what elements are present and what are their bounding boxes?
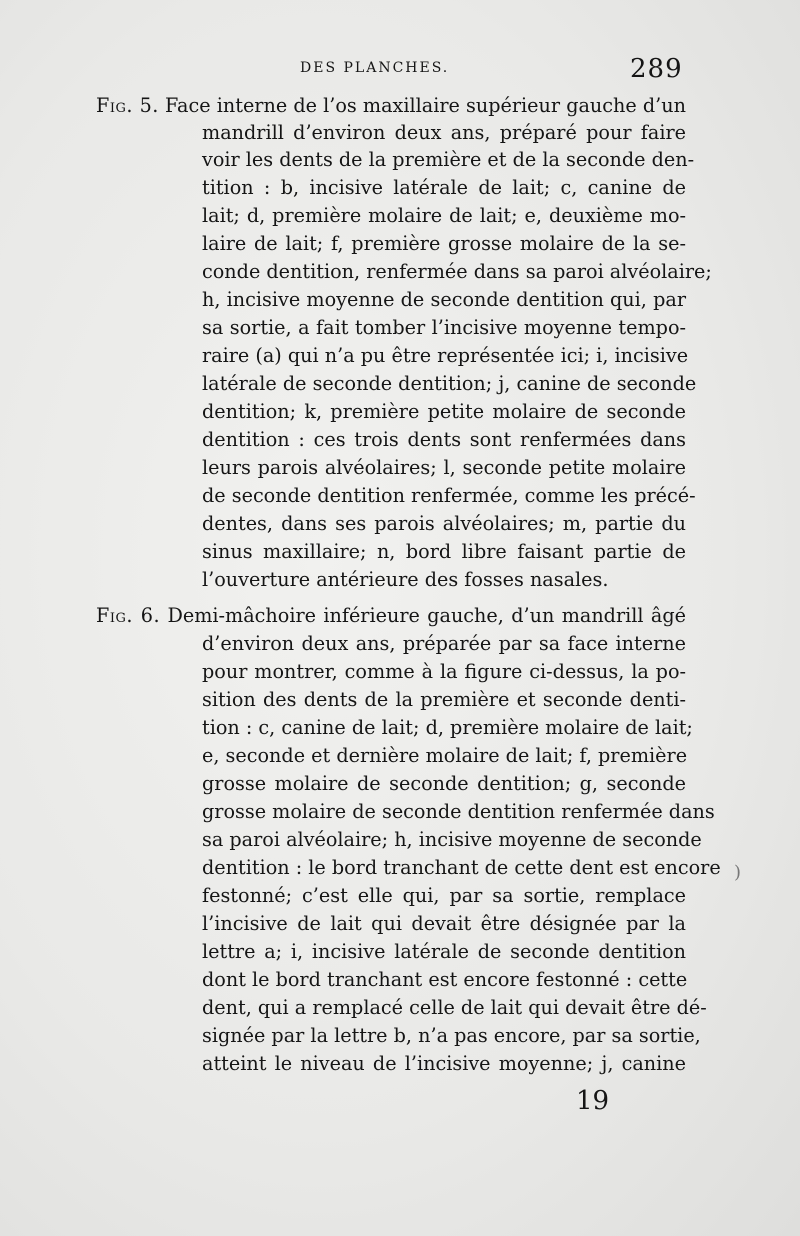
caption-line: festonné; c’est elle qui, par sa sortie, remplace [202, 884, 686, 907]
caption-line: tion : c, canine de lait; d, première molaire de lait; [202, 716, 693, 739]
caption-line: dentes, dans ses parois alvéolaires; m, partie du [202, 512, 686, 535]
caption-line: voir les dents de la première et de la seconde den- [202, 148, 695, 171]
caption-line: grosse molaire de seconde dentition; g, seconde [202, 772, 686, 795]
caption-line: dont le bord tranchant est encore festonné : cette [202, 968, 688, 991]
caption-line: l’incisive de lait qui devait être désignée par la [202, 912, 686, 935]
figure-label: Fig. 5. [96, 94, 159, 117]
caption-line: d’environ deux ans, préparée par sa face interne [202, 632, 686, 655]
caption-line: dent, qui a remplacé celle de lait qui devait être dé- [202, 996, 707, 1019]
caption-line: lait; d, première molaire de lait; e, deuxième mo- [202, 204, 686, 227]
page-number: 289 [630, 54, 683, 84]
caption-line: raire (a) qui n’a pu être représentée ici; i, incisive [202, 344, 689, 367]
caption-line: e, seconde et dernière molaire de lait; f, première [202, 744, 688, 767]
caption-line: dentition : le bord tranchant de cette dent est encore [202, 856, 721, 879]
margin-mark: ) [734, 862, 742, 883]
caption-line: conde dentition, renfermée dans sa paroi alvéolaire; [202, 260, 712, 283]
caption-line: pour montrer, comme à la figure ci-dessus, la po- [202, 660, 686, 683]
caption-line: sa sortie, a fait tomber l’incisive moyenne tempo- [202, 316, 686, 339]
caption-line: mandrill d’environ deux ans, préparé pour faire [202, 121, 686, 144]
caption-line: sition des dents de la première et seconde denti- [202, 688, 686, 711]
caption-line: lettre a; i, incisive latérale de seconde dentition [202, 940, 686, 963]
caption-line: grosse molaire de seconde dentition renfermée dans [202, 800, 715, 823]
figure-label: Fig. 6. [96, 604, 161, 627]
signature-mark: 19 [576, 1086, 610, 1116]
caption-line: signée par la lettre b, n’a pas encore, par sa sortie, [202, 1024, 701, 1047]
caption-line: leurs parois alvéolaires; l, seconde petite molaire [202, 456, 686, 479]
caption-line: Fig. 5. Face interne de l’os maxillaire supérieur gauche d’un [96, 94, 686, 117]
caption-line: h, incisive moyenne de seconde dentition qui, par [202, 288, 686, 311]
caption-line: l’ouverture antérieure des fosses nasales. [202, 568, 609, 591]
caption-line: sinus maxillaire; n, bord libre faisant partie de [202, 540, 686, 563]
caption-line: dentition; k, première petite molaire de seconde [202, 400, 686, 423]
caption-line: de seconde dentition renfermée, comme les précé- [202, 484, 696, 507]
caption-line: tition : b, incisive latérale de lait; c, canine de [202, 176, 686, 199]
caption-line: latérale de seconde dentition; j, canine de seconde [202, 372, 697, 395]
caption-line: laire de lait; f, première grosse molaire de la se- [202, 232, 686, 255]
caption-line: sa paroi alvéolaire; h, incisive moyenne de seconde [202, 828, 702, 851]
caption-line: dentition : ces trois dents sont renfermées dans [202, 428, 686, 451]
caption-line: atteint le niveau de l’incisive moyenne; j, canine [202, 1052, 686, 1075]
caption-line: Fig. 6. Demi-mâchoire inférieure gauche, d’un mandrill âgé [96, 604, 686, 627]
running-head: DES PLANCHES. [300, 60, 450, 76]
